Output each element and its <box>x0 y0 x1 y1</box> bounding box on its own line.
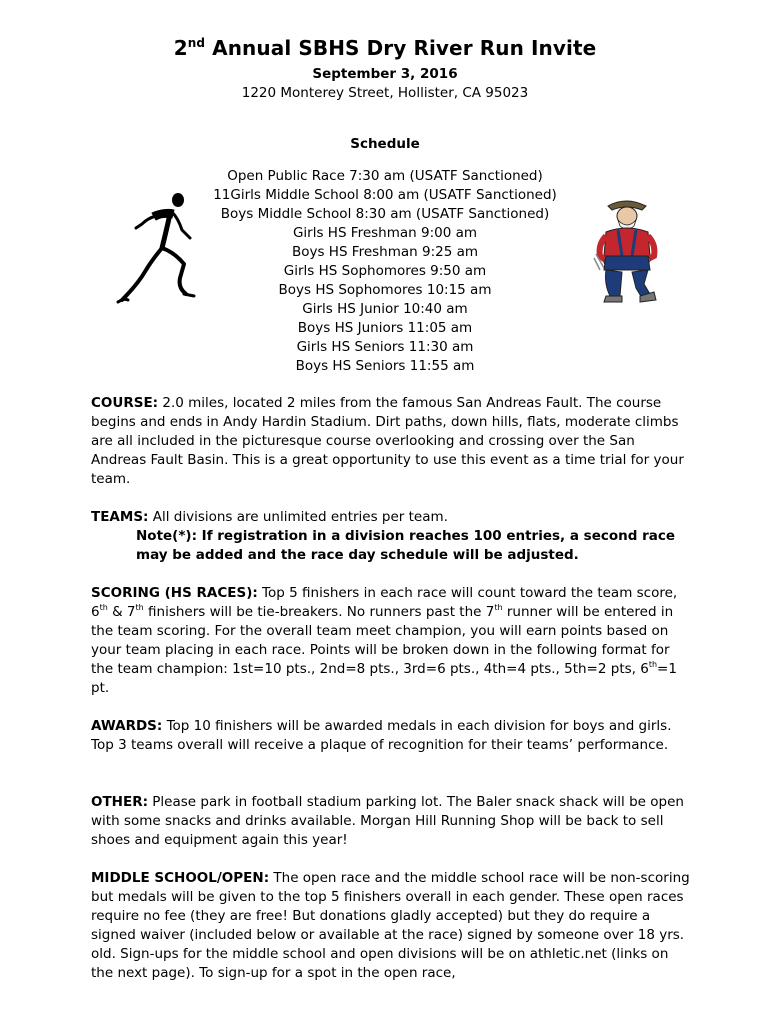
course-text: 2.0 miles, located 2 miles from the famous San Andreas Fault. The course begins and ends in Andy Hardin Stadium. Dirt paths, down hills, flats, moderate climbs are all included in the picturesque course overlooking and crossing over the San Andreas Fault Basin. This is a great opportunity to use this event as a time trial for your team. <box>91 395 684 487</box>
middle-school-text: The open race and the middle school race will be non-scoring but medals will be given to the top 5 finishers overall in each gender. These open races require no fee (they are free! But donations gladly accepted) but they do require a signed waiver (included below or available at the race) signed by someone over 18 yrs. old. Sign-ups for the middle school and open divisions will be on athletic.net (links on the next page). To sign-up for a spot in the open race, <box>91 870 690 981</box>
ordinal-suffix: th <box>494 603 503 612</box>
event-date: September 3, 2016 <box>312 66 458 82</box>
middle-school-section <box>91 869 691 983</box>
schedule-item: Girls HS Sophomores 9:50 am <box>283 263 487 279</box>
ordinal-suffix: th <box>648 660 658 669</box>
awards-section <box>91 717 691 755</box>
schedule-item: Boys HS Juniors 11:05 am <box>297 320 473 336</box>
schedule-item: Open Public Race 7:30 am (USATF Sanctioned) <box>227 168 543 184</box>
awards-label: AWARDS: <box>91 718 163 734</box>
scoring-text: & 7 <box>107 604 136 620</box>
runner-icon <box>112 188 202 310</box>
course-label: COURSE: <box>91 395 159 411</box>
awards-text: Top 10 finishers will be awarded medals in each division for boys and girls. Top 3 teams overall will receive a plaque of recognition for their teams’ performance. <box>91 718 672 753</box>
schedule-item: Boys HS Seniors 11:55 am <box>295 358 475 374</box>
schedule-item: Girls HS Freshman 9:00 am <box>292 225 478 241</box>
scoring-section <box>91 584 691 698</box>
schedule-heading: Schedule <box>350 136 420 152</box>
schedule-item: Boys HS Freshman 9:25 am <box>291 244 479 260</box>
schedule-item: Boys Middle School 8:30 am (USATF Sanctioned) <box>220 206 550 222</box>
schedule-item: 11Girls Middle School 8:00 am (USATF Sanctioned) <box>213 187 557 203</box>
other-section <box>91 793 691 850</box>
scoring-text: Top 5 finishers in each race will count toward the team score, 6 <box>91 585 678 620</box>
teams-text: All divisions are unlimited entries per team. <box>148 509 448 525</box>
title-ordinal: nd <box>187 36 206 50</box>
other-text: Please park in football stadium parking lot. The Baler snack shack will be open with some snacks and drinks available. Morgan Hill Running Shop will be back to sell shoes and equipment again this year! <box>91 794 684 848</box>
event-address: 1220 Monterey Street, Hollister, CA 95023 <box>241 85 529 101</box>
schedule-item: Girls HS Seniors 11:30 am <box>296 339 474 355</box>
course-section <box>91 394 691 489</box>
schedule-item: Girls HS Junior 10:40 am <box>302 301 468 317</box>
ordinal-suffix: th <box>99 603 108 612</box>
other-label: OTHER: <box>91 794 148 810</box>
page-title <box>0 36 770 60</box>
scoring-text: finishers will be tie-breakers. No runners past the 7 <box>143 604 495 620</box>
scoring-text: =1 pt. <box>91 661 677 696</box>
ordinal-suffix: th <box>135 603 144 612</box>
title-number: 2 <box>173 36 188 60</box>
middle-school-label: MIDDLE SCHOOL/OPEN: <box>91 870 270 886</box>
schedule-item: Boys HS Sophomores 10:15 am <box>278 282 492 298</box>
scoring-label: SCORING (HS RACES): <box>91 585 258 601</box>
teams-note: Note(*): If registration in a division reaches 100 entries, a second race may be added and the race day schedule will be adjusted. <box>136 528 676 563</box>
teams-label: TEAMS: <box>91 509 149 525</box>
title-text: Annual SBHS Dry River Run Invite <box>205 36 597 60</box>
baler-mascot-icon <box>592 196 662 308</box>
scoring-text: runner will be entered in the team scoring. For the overall team meet champion, you will earn points based on your team placing in each race. Points will be broken down in the following format for the team champion: 1st=10 pts., 2nd=8 pts., 3rd=6 pts., 4th=4 pts., 5th=2 pts, 6 <box>91 604 674 677</box>
teams-section <box>91 508 691 565</box>
